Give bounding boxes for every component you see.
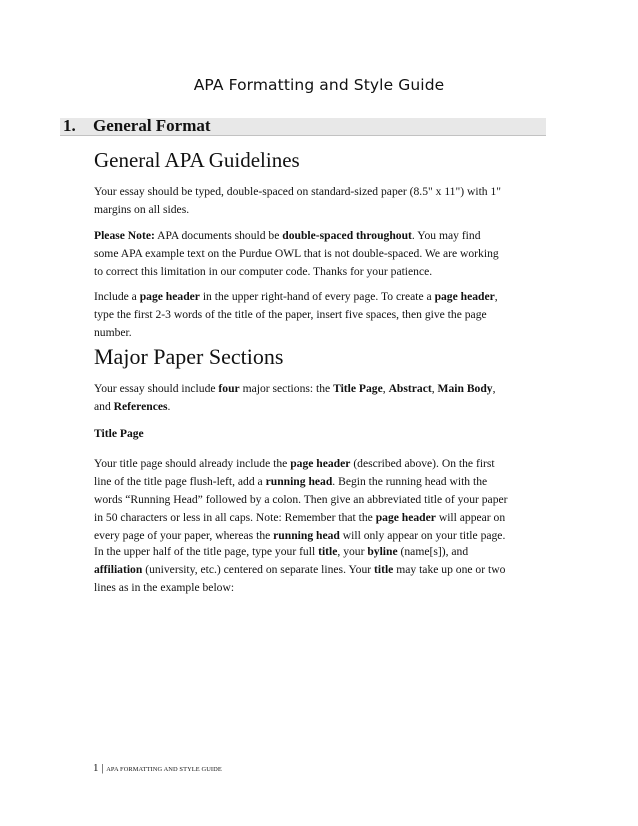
bold-text: Abstract — [388, 382, 432, 395]
text-run: in the upper right-hand of every page. To create a — [199, 290, 435, 303]
bold-text: page header — [434, 290, 495, 303]
text-line: to correct this limitation in our computer code. Thanks for your patience. — [94, 265, 433, 278]
text-run: will appear on — [435, 511, 506, 524]
text-run: will only appear on your title page. — [339, 529, 506, 542]
page-footer — [93, 762, 222, 774]
title-page-paragraph-2 — [94, 543, 564, 597]
text-line: type the first 2-3 words of the title of the paper, insert five spaces, then give the page — [94, 308, 487, 321]
text-line: words “Running Head” followed by a colon. Then give an abbreviated title of your paper — [94, 493, 508, 506]
bold-text: References — [113, 400, 168, 413]
text-run: line of the title page flush-left, add a — [94, 475, 266, 488]
text-run: and — [94, 400, 114, 413]
text-line — [94, 509, 564, 527]
bold-text: Main Body — [437, 382, 493, 395]
text-line — [94, 380, 564, 398]
text-run: APA documents should be — [154, 229, 283, 242]
bold-text: running head — [273, 529, 340, 542]
bold-text: page header — [139, 290, 200, 303]
text-line — [94, 288, 564, 306]
text-run: Include a — [94, 290, 140, 303]
bold-text: title — [318, 545, 338, 558]
text-run: in 50 characters or less in all caps. Note: Remember that the — [94, 511, 376, 524]
text-line — [94, 398, 564, 416]
footer-separator: | — [101, 762, 104, 774]
major-paragraph-1 — [94, 380, 564, 416]
bold-text: four — [218, 382, 240, 395]
text-run: Your title page should already include the — [94, 457, 291, 470]
bold-text: title — [374, 563, 394, 576]
section-title: General Format — [93, 116, 211, 135]
title-page-subheading: Title Page — [94, 427, 144, 440]
guidelines-paragraph-2 — [94, 227, 564, 281]
text-run: Your essay should include — [94, 382, 219, 395]
text-line — [94, 455, 564, 473]
guidelines-paragraph-3 — [94, 288, 564, 342]
text-line: margins on all sides. — [94, 203, 190, 216]
text-run: (name[s]), and — [397, 545, 469, 558]
footer-running-title: APA FORMATTING AND STYLE GUIDE — [106, 766, 222, 773]
bold-text: running head — [265, 475, 333, 488]
guidelines-paragraph-1 — [94, 183, 564, 219]
text-run: major sections: the — [239, 382, 334, 395]
text-run: , — [382, 382, 389, 395]
text-run: every page of your paper, whereas the — [94, 529, 274, 542]
bold-text: page header — [290, 457, 351, 470]
document-title: APA Formatting and Style Guide — [193, 76, 445, 94]
text-run: , — [431, 382, 438, 395]
text-line — [94, 543, 564, 561]
text-line — [94, 473, 564, 491]
text-line — [94, 561, 564, 579]
text-line: Your essay should be typed, double-spaced on standard-sized paper (8.5" x 11") with 1" — [94, 185, 502, 198]
page-number: 1 — [93, 762, 99, 774]
title-page-paragraph-1 — [94, 455, 564, 545]
text-run: In the upper half of the title page, type your full — [94, 545, 319, 558]
text-run: . Begin the running head with the — [332, 475, 488, 488]
text-line — [94, 227, 564, 245]
text-run: . — [167, 400, 171, 413]
text-line: number. — [94, 326, 132, 339]
text-run: (described above). On the first — [350, 457, 495, 470]
text-run: , your — [337, 545, 368, 558]
section-heading — [63, 116, 211, 136]
guidelines-heading: General APA Guidelines — [94, 148, 300, 172]
text-run: (university, etc.) centered on separate lines. Your — [142, 563, 375, 576]
bold-text: Title Page — [333, 382, 383, 395]
text-run: . You may find — [411, 229, 481, 242]
bold-text: Please Note: — [94, 229, 155, 242]
text-line: lines as in the example below: — [94, 581, 235, 594]
text-run: , — [492, 382, 496, 395]
text-line: some APA example text on the Purdue OWL that is not double-spaced. We are working — [94, 247, 499, 260]
bold-text: byline — [367, 545, 398, 558]
section-number: 1. — [63, 116, 76, 135]
text-run: may take up one or two — [393, 563, 506, 576]
major-sections-heading: Major Paper Sections — [94, 344, 284, 369]
bold-text: page header — [375, 511, 436, 524]
text-run: , — [494, 290, 498, 303]
bold-text: double-spaced throughout — [282, 229, 412, 242]
bold-text: affiliation — [94, 563, 143, 576]
